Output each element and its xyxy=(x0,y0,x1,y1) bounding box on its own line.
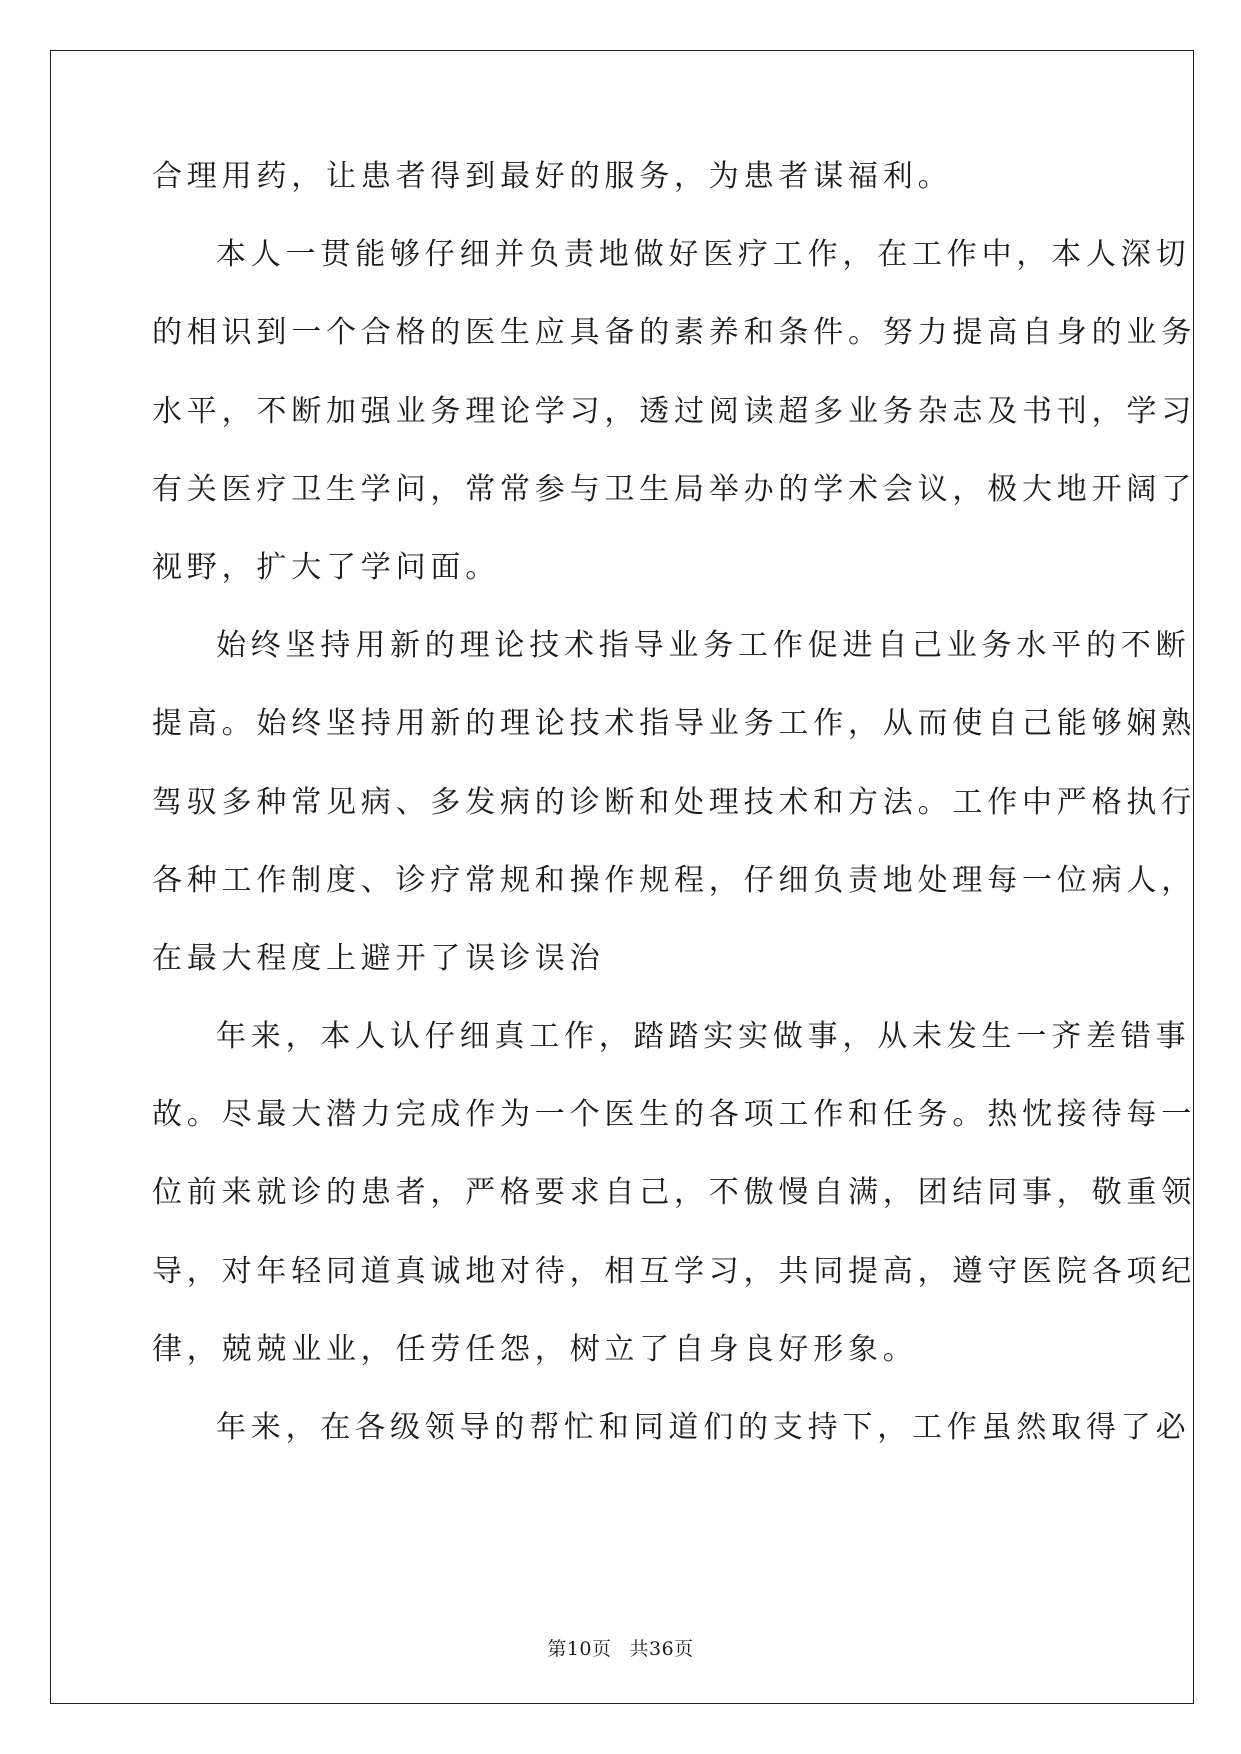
document-body xyxy=(152,159,1196,1491)
text-line-1: 合理用药，让患者得到最好的服务，为患者谋福利。 xyxy=(152,159,953,194)
paragraph-4-line-3: 位前来就诊的患者，严格要求自己，不傲慢自满，团结同事，敬重领 xyxy=(152,1175,1196,1211)
paragraph-2-line-1: 本人一贯能够仔细并负责地做好医疗工作，在工作中，本人深切 xyxy=(216,237,1191,273)
paragraph-3-line-4: 各种工作制度、诊疗常规和操作规程，仔细负责地处理每一位病人， xyxy=(152,862,1196,898)
paragraph-4-line-1: 年来，本人认仔细真工作，踏踏实实做事，从未发生一齐差错事 xyxy=(216,1019,1191,1055)
page-total: 共36页 xyxy=(629,1638,694,1660)
paragraph-3-line-3: 驾驭多种常见病、多发病的诊断和处理技术和方法。工作中严格执行 xyxy=(152,784,1196,820)
page-number: 第10页 xyxy=(547,1638,612,1660)
paragraph-5-line-1: 年来，在各级领导的帮忙和同道们的支持下，工作虽然取得了必 xyxy=(216,1410,1191,1445)
paragraph-3-line-1: 始终坚持用新的理论技术指导业务工作促进自己业务水平的不断 xyxy=(216,628,1191,664)
paragraph-3-line-5: 在最大程度上避开了误诊误治 xyxy=(152,940,605,976)
paragraph-4-line-4: 导，对年轻同道真诚地对待，相互学习，共同提高，遵守医院各项纪 xyxy=(152,1253,1196,1289)
paragraph-3-line-2: 提高。始终坚持用新的理论技术指导业务工作，从而使自己能够娴熟 xyxy=(152,706,1196,742)
paragraph-2-line-2: 的相识到一个合格的医生应具备的素养和条件。努力提高自身的业务 xyxy=(152,315,1196,351)
page-footer xyxy=(0,1634,1241,1661)
paragraph-4-line-5: 律，兢兢业业，任劳任怨，树立了自身良好形象。 xyxy=(152,1331,918,1367)
paragraph-2-line-5: 视野，扩大了学问面。 xyxy=(152,549,500,585)
paragraph-4-line-2: 故。尽最大潜力完成作为一个医生的各项工作和任务。热忱接待每一 xyxy=(152,1097,1196,1133)
paragraph-2-line-3: 水平，不断加强业务理论学习，透过阅读超多业务杂志及书刊，学习 xyxy=(152,393,1196,429)
paragraph-2-line-4: 有关医疗卫生学问，常常参与卫生局举办的学术会议，极大地开阔了 xyxy=(152,471,1196,507)
